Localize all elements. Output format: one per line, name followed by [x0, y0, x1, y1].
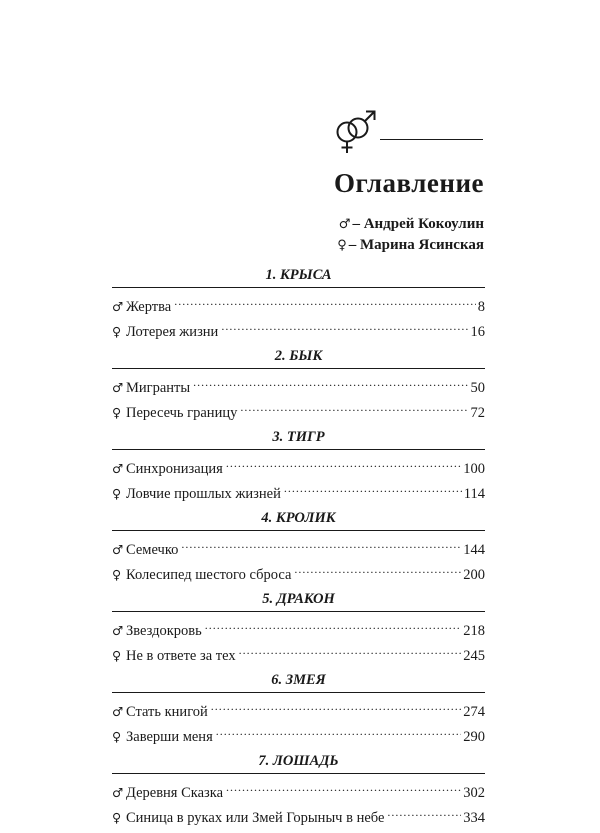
author-name: – Марина Ясинская: [348, 237, 484, 253]
female-icon: ♀: [112, 405, 122, 420]
section-heading: 5. ДРАКОН: [112, 590, 485, 612]
section-heading: 3. ТИГР: [112, 428, 485, 450]
entry-title: Не в ответе за тех: [126, 648, 236, 664]
toc-section: [112, 347, 485, 423]
dot-leader: [181, 535, 461, 554]
toc-entry: [112, 454, 485, 479]
entry-title: Звездокровь: [126, 623, 202, 639]
toc-section: [112, 509, 485, 585]
entry-page: 114: [463, 486, 485, 502]
author-name: – Андрей Кокоулин: [352, 216, 484, 232]
entry-title: Заверши меня: [126, 729, 213, 745]
toc-entry: [112, 398, 485, 423]
entry-title: Ловчие прошлых жизней: [126, 486, 281, 502]
dot-leader: [294, 560, 461, 579]
authors-legend: [337, 214, 484, 256]
male-icon: ♂: [112, 785, 124, 800]
male-icon: ♂: [112, 380, 124, 395]
female-icon: ♀: [112, 648, 122, 663]
dot-leader: [240, 398, 468, 417]
toc-section: [112, 671, 485, 747]
female-icon: ♀: [112, 567, 122, 582]
entry-page: 245: [463, 648, 485, 664]
male-female-symbol-icon: [332, 102, 384, 154]
toc-entry: [112, 778, 485, 803]
entry-page: 8: [477, 299, 485, 315]
male-icon: ♂: [112, 461, 124, 476]
section-heading: 4. КРОЛИК: [112, 509, 485, 531]
dot-leader: [221, 317, 468, 336]
male-icon: ♂: [112, 704, 124, 719]
entry-title: Семечко: [126, 542, 179, 558]
toc-section: [112, 428, 485, 504]
entry-title: Синица в руках или Змей Горыныч в небе: [126, 810, 385, 826]
dot-leader: [205, 616, 462, 635]
entry-title: Лотерея жизни: [126, 324, 219, 340]
toc-entry: [112, 535, 485, 560]
entry-page: 100: [463, 461, 485, 477]
toc-section: [112, 266, 485, 342]
entry-page: 334: [463, 810, 485, 826]
dot-leader: [387, 803, 461, 822]
female-icon: ♀: [112, 810, 122, 825]
dot-leader: [193, 373, 468, 392]
entry-title: Мигранты: [126, 380, 191, 396]
dot-leader: [174, 292, 476, 311]
entry-title: Синхронизация: [126, 461, 223, 477]
toc-entry: [112, 697, 485, 722]
section-heading: 1. КРЫСА: [112, 266, 485, 288]
table-of-contents: [112, 266, 485, 833]
section-heading: 6. ЗМЕЯ: [112, 671, 485, 693]
toc-entry: [112, 317, 485, 342]
female-icon: ♀: [112, 729, 122, 744]
female-icon: ♀: [112, 324, 122, 339]
female-icon: ♀: [337, 238, 347, 253]
male-icon: ♂: [112, 542, 124, 557]
entry-title: Деревня Сказка: [126, 785, 224, 801]
toc-entry: [112, 479, 485, 504]
toc-entry: [112, 373, 485, 398]
entry-page: 144: [463, 542, 485, 558]
dot-leader: [284, 479, 462, 498]
section-heading: 7. ЛОШАДЬ: [112, 752, 485, 774]
male-icon: ♂: [112, 623, 124, 638]
male-icon: ♂: [112, 299, 124, 314]
entry-title: Стать книгой: [126, 704, 208, 720]
toc-section: [112, 590, 485, 666]
entry-title: Пересечь границу: [126, 405, 238, 421]
author-male: [337, 214, 484, 235]
dot-leader: [239, 641, 462, 660]
entry-page: 290: [463, 729, 485, 745]
dot-leader: [226, 454, 461, 473]
entry-page: 302: [463, 785, 485, 801]
entry-title: Жертва: [126, 299, 172, 315]
toc-section: [112, 752, 485, 828]
male-icon: ♂: [338, 217, 351, 232]
author-female: [337, 235, 484, 256]
toc-entry: [112, 722, 485, 747]
entry-page: 72: [470, 405, 485, 421]
entry-page: 16: [470, 324, 485, 340]
toc-entry: [112, 292, 485, 317]
toc-entry: [112, 560, 485, 585]
entry-title: Колесипед шестого сброса: [126, 567, 292, 583]
entry-page: 200: [463, 567, 485, 583]
dot-leader: [226, 778, 461, 797]
page-title: Оглавление: [334, 168, 484, 198]
emblem-rule: [380, 139, 483, 140]
entry-page: 218: [463, 623, 485, 639]
entry-page: 274: [463, 704, 485, 720]
toc-entry: [112, 803, 485, 828]
toc-entry: [112, 616, 485, 641]
entry-page: 50: [470, 380, 485, 396]
dot-leader: [216, 722, 462, 741]
toc-entry: [112, 641, 485, 666]
female-icon: ♀: [112, 486, 122, 501]
section-heading: 2. БЫК: [112, 347, 485, 369]
dot-leader: [211, 697, 461, 716]
